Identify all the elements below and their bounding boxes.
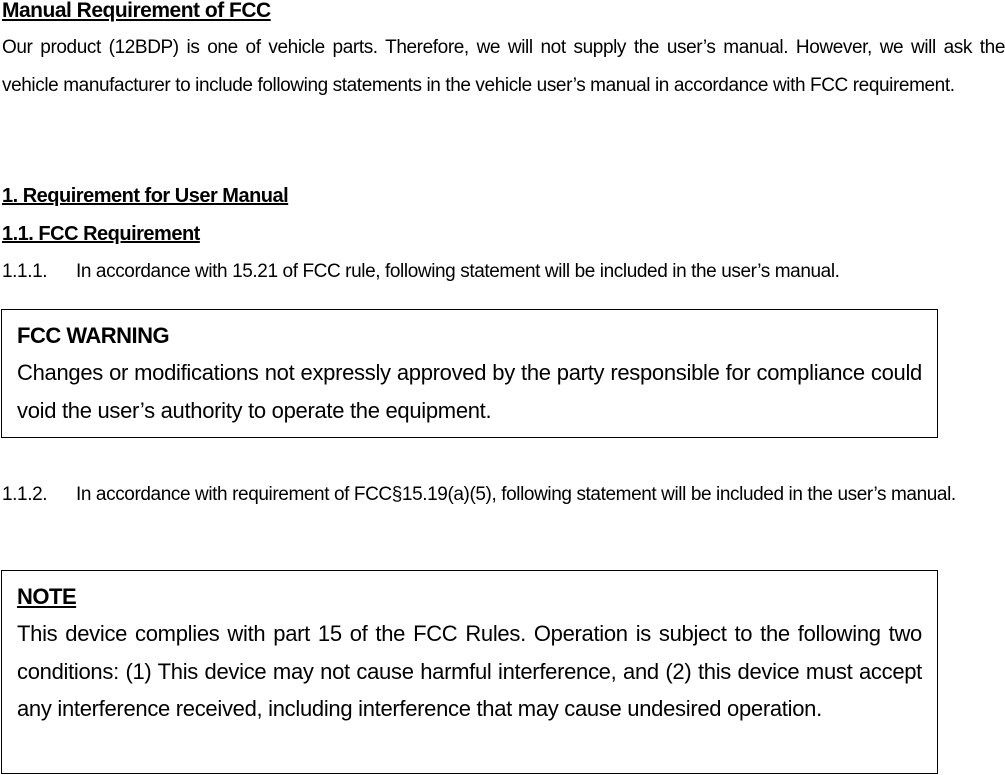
item-text: In accordance with 15.21 of FCC rule, following statement will be included in the user’s manual. [76,261,840,282]
fcc-warning-body: Changes or modifications not expressly approved by the party responsible for compliance could void the user’s authority to operate the equipment. [17,360,922,423]
item-text: In accordance with requirement of FCC§15.19(a)(5), following statement will be included in the user’s manual. [76,484,956,505]
fcc-warning-box [1,309,938,438]
intro-paragraph: Our product (12BDP) is one of vehicle parts. Therefore, we will not supply the user’s manual. However, we will ask the vehicle manufacturer to include following statements in the vehicle user’s manual in accordance with FCC requirement. [2,37,1005,96]
note-box [1,570,938,774]
requirement-item-1-1-1 [2,253,1005,291]
document-title: Manual Requirement of FCC [2,0,271,22]
note-title: NOTE [17,584,77,609]
note-body: This device complies with part 15 of the FCC Rules. Operation is subject to the following two conditions: (1) This device may not cause harmful interference, and (2) this device must accept any interference received, including interference that may cause undesired operation. [17,621,922,721]
subsection-heading-fcc-requirement: 1.1. FCC Requirement [2,223,200,245]
item-number: 1.1.1. [2,261,48,282]
requirement-item-1-1-2 [2,476,1005,514]
section-heading-requirement-for-user-manual: 1. Requirement for User Manual [2,185,289,207]
fcc-warning-title: FCC WARNING [17,323,170,348]
item-number: 1.1.2. [2,484,48,505]
